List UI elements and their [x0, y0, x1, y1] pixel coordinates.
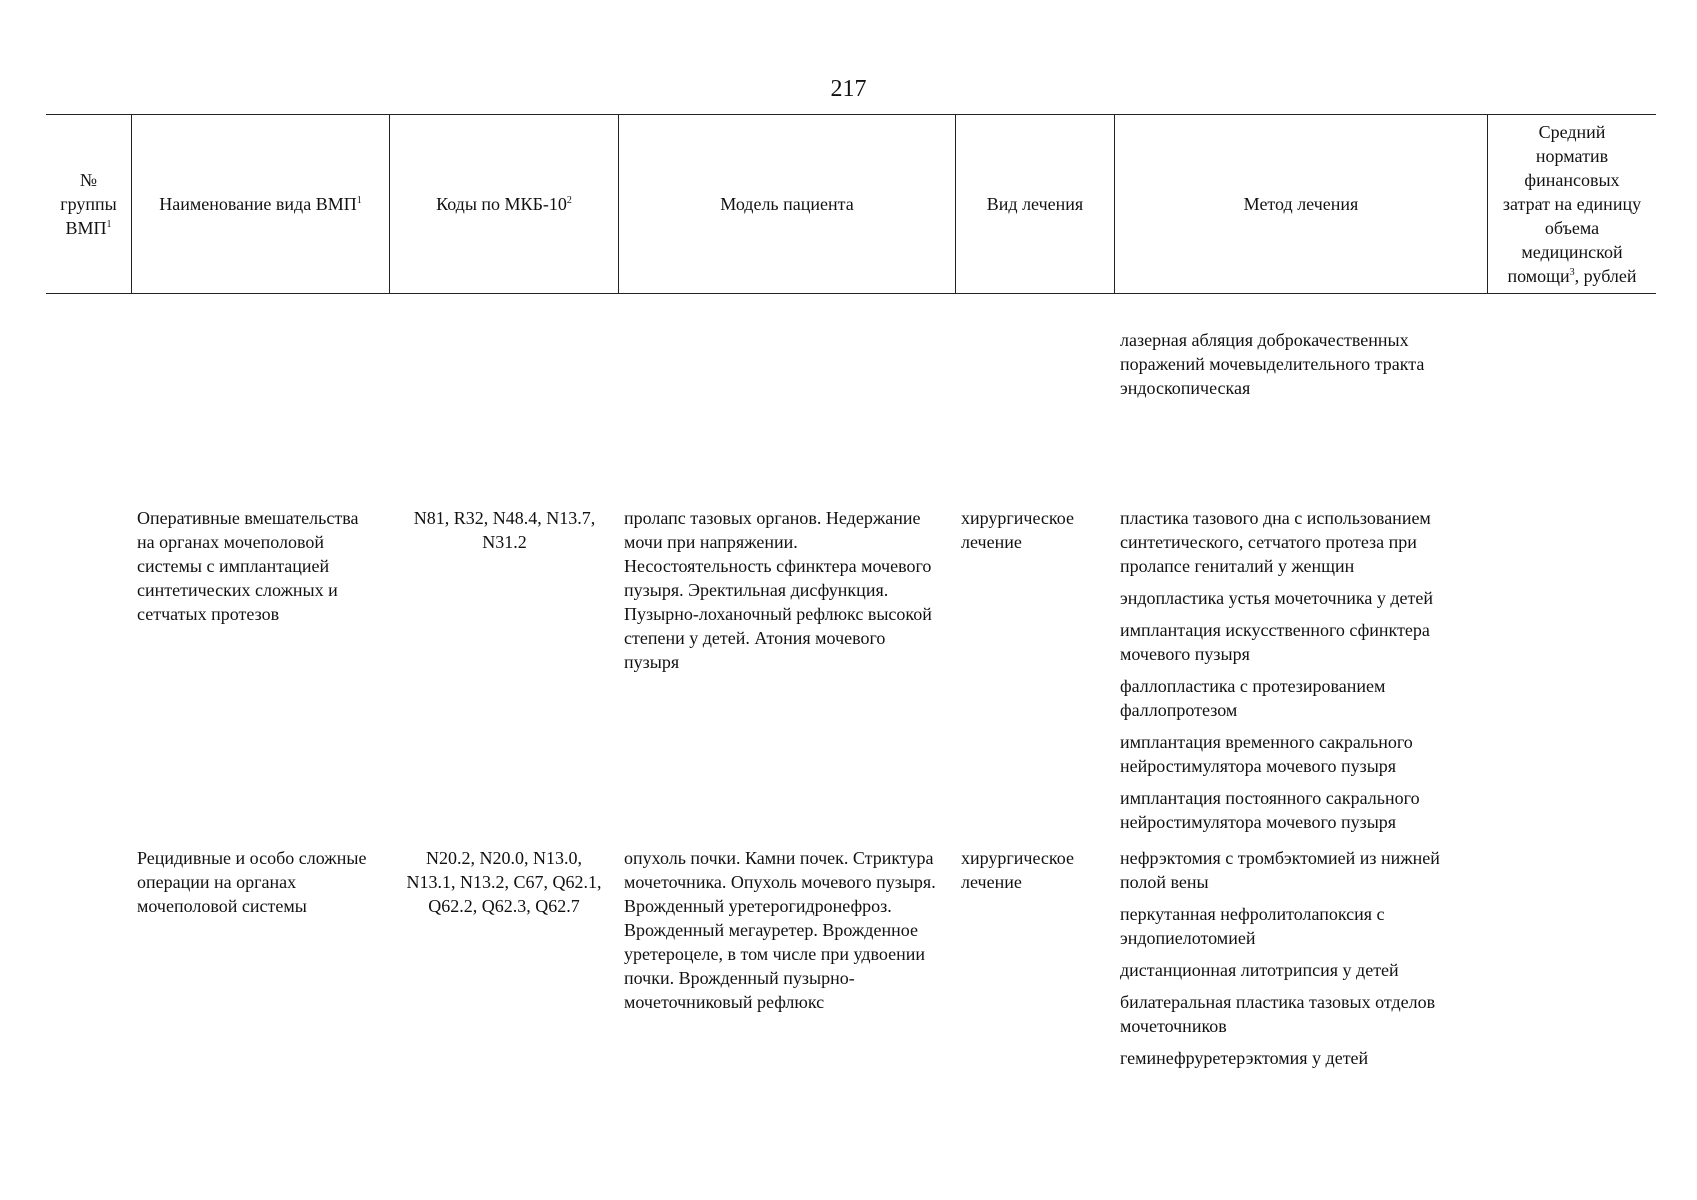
- carryover-method: лазерная абляция доброкачественных поражений мочевыделительного тракта эндоскопическая: [1120, 330, 1425, 398]
- header-cost-line6: медицинской: [1521, 242, 1623, 262]
- header-average-cost: [1488, 115, 1656, 293]
- page-number: 217: [830, 76, 867, 102]
- header-icd-codes: [390, 115, 619, 293]
- header-name-text: Наименование вида ВМП: [159, 194, 357, 214]
- list-item: дистанционная литотрипсия у детей: [1120, 960, 1399, 980]
- header-cost-line5: объема: [1544, 218, 1600, 238]
- header-kind-text: Вид лечения: [986, 194, 1084, 214]
- table-header: [46, 114, 1656, 294]
- header-cost-line7-tail: , рублей: [1574, 266, 1637, 286]
- row2-patient-model: опухоль почки. Камни почек. Стриктура мочеточника. Опухоль мочевого пузыря. Врожденный уретерогидронефроз. Врожденный мегауретер. Врожденное уретероцеле, в том числе при удвоении почки. Врожденный пузырно-мочеточниковый рефлюкс: [624, 848, 936, 1012]
- list-item: имплантация искусственного сфинктера мочевого пузыря: [1120, 620, 1430, 664]
- row2-treatment-kind: хирургическое лечение: [961, 848, 1074, 892]
- header-treatment-kind: [956, 115, 1115, 293]
- header-cost-line2: норматив: [1535, 146, 1609, 166]
- header-name-sup: 1: [356, 195, 362, 206]
- list-item: пластика тазового дна с использованием синтетического, сетчатого протеза при пролапсе гениталий у женщин: [1120, 508, 1431, 576]
- header-codes-text: Коды по МКБ-10: [436, 194, 567, 214]
- header-num-line1: №: [79, 170, 98, 190]
- row1-patient-model: пролапс тазовых органов. Недержание мочи при напряжении. Несостоятельность сфинктера мочевого пузыря. Эректильная дисфункция. Пузырно-лоханочный рефлюкс высокой степени у детей. Атония мочевого пузыря: [624, 508, 932, 672]
- list-item: нефрэктомия с тромбэктомией из нижней полой вены: [1120, 848, 1440, 892]
- row2-vmp-name: Рецидивные и особо сложные операции на органах мочеполовой системы: [137, 848, 367, 916]
- list-item: имплантация постоянного сакрального нейростимулятора мочевого пузыря: [1120, 788, 1420, 832]
- row1-icd-codes: N81, R32, N48.4, N13.7, N31.2: [413, 508, 596, 552]
- list-item: геминефруретерэктомия у детей: [1120, 1048, 1369, 1068]
- header-num-sup: 1: [106, 219, 112, 230]
- list-item: билатеральная пластика тазовых отделов мочеточников: [1120, 992, 1436, 1036]
- header-method-text: Метод лечения: [1243, 194, 1359, 214]
- row2-methods: [1120, 846, 1490, 1078]
- list-item: перкутанная нефролитолапоксия с эндопиелотомией: [1120, 904, 1385, 948]
- header-patient-model: [619, 115, 956, 293]
- list-item: имплантация временного сакрального нейростимулятора мочевого пузыря: [1120, 732, 1413, 776]
- header-cost-line3: финансовых: [1524, 170, 1620, 190]
- header-cost-line4: затрат на единицу: [1502, 194, 1642, 214]
- header-cost-line7: помощи: [1507, 266, 1570, 286]
- header-cost-sup: 3: [1569, 267, 1575, 278]
- row1-vmp-name: Оперативные вмешательства на органах мочеполовой системы с имплантацией синтетических сложных и сетчатых протезов: [137, 508, 359, 624]
- row1-treatment-kind: хирургическое лечение: [961, 508, 1074, 552]
- header-num-line2: группы: [60, 194, 117, 214]
- header-codes-sup: 2: [566, 195, 572, 206]
- list-item: фаллопластика с протезированием фаллопротезом: [1120, 676, 1386, 720]
- header-vmp-name: [132, 115, 390, 293]
- row1-methods: [1120, 506, 1490, 842]
- header-model-text: Модель пациента: [720, 194, 854, 214]
- list-item: эндопластика устья мочеточника у детей: [1120, 588, 1433, 608]
- header-num-line3: ВМП: [65, 218, 107, 238]
- row2-icd-codes: N20.2, N20.0, N13.0, N13.1, N13.2, C67, Q62.1, Q62.2, Q62.3, Q62.7: [406, 848, 602, 916]
- header-cost-line1: Средний: [1538, 122, 1606, 142]
- header-treatment-method: [1115, 115, 1488, 293]
- header-group-number: [46, 115, 132, 293]
